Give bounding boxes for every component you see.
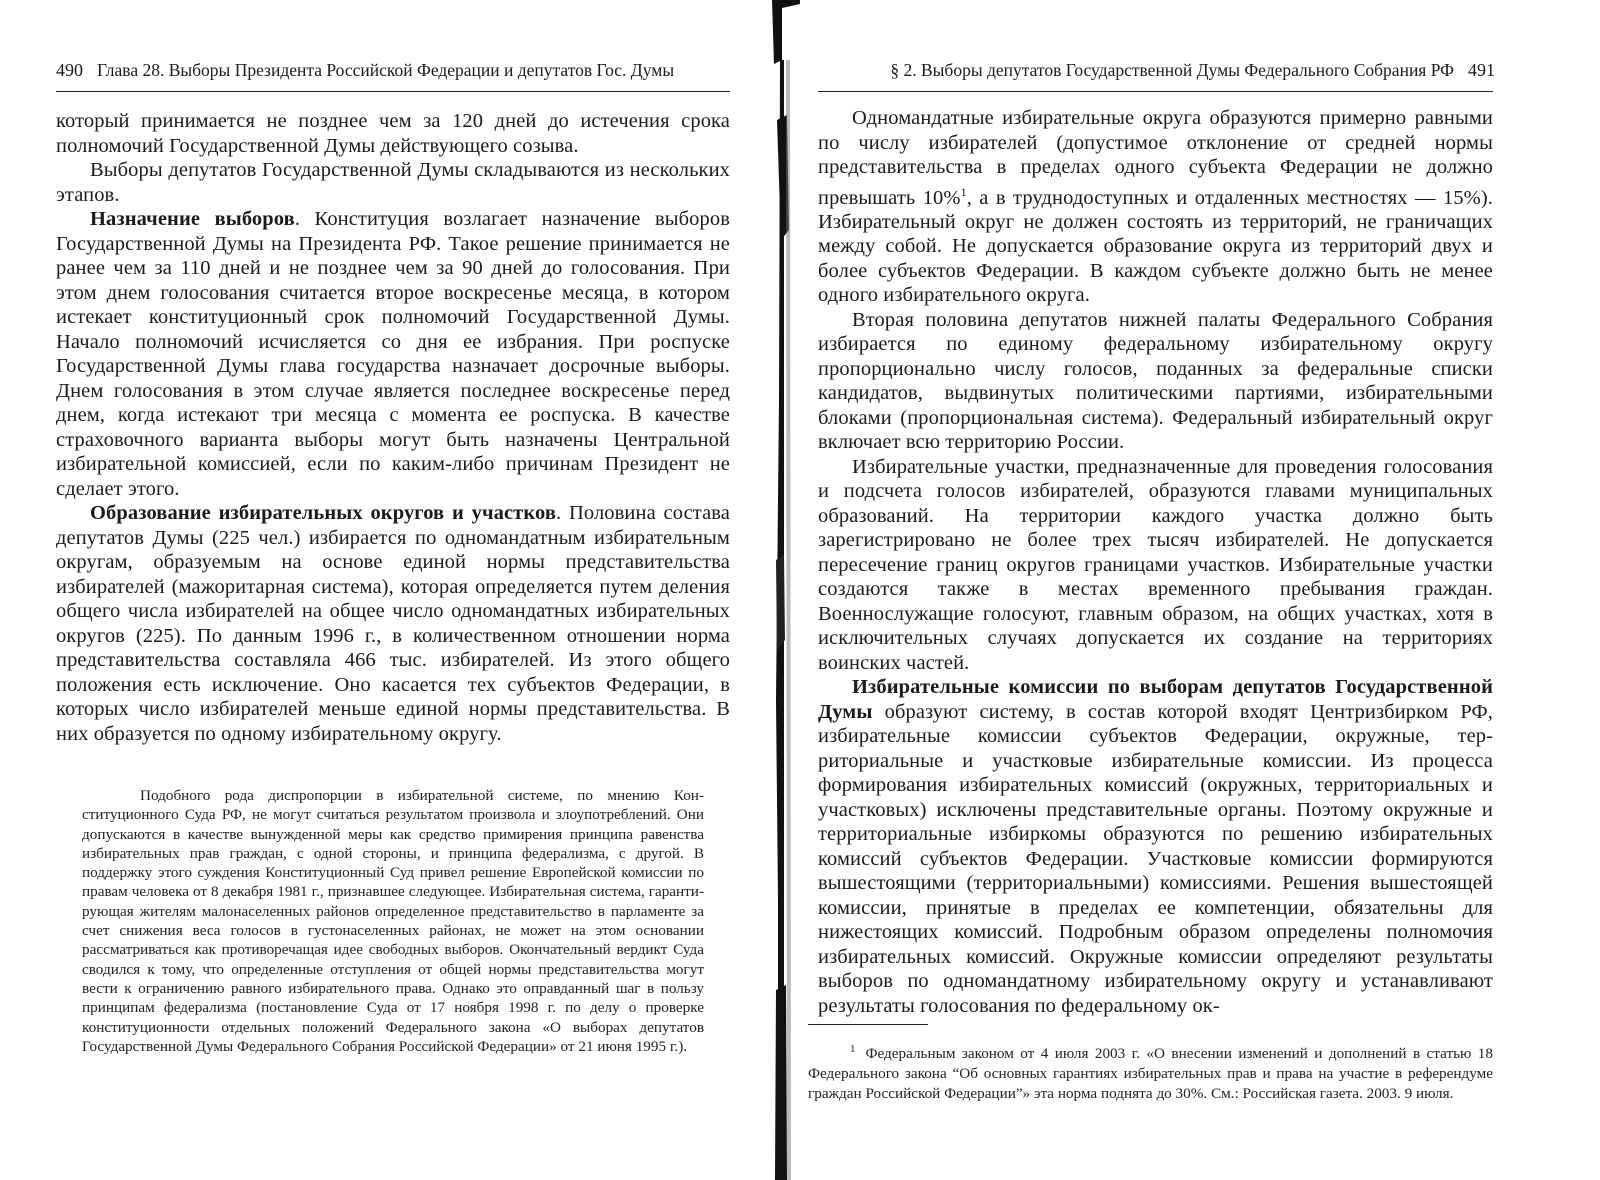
left-paragraph-2: Выборы депутатов Государственной Думы складываются из нескольких этапов. (56, 159, 730, 206)
right-paragraph-3: Избирательные участки, предназначенные для проведения голосования и подсчета голосов избирателей, образуются главами муниципальных образований. На территории каждого участка должно быть зарегистрировано не более трех тысяч избирателей. Не допускается пересечение границ округов границами участков. Избирательные участки создаются также в местах временного пребывания граждан. Военнослужащие голосуют, главным образом, на общих участках, хотя в исключительных случаях допускается их создание на территориях воинских частей. (818, 455, 1493, 674)
section-heading-districts: Образование избирательных округов и участков (90, 502, 557, 524)
footnote-separator (808, 1024, 928, 1025)
footnote-text: Федеральным законом от 4 июля 2003 г. «О внесении изменений и дополнений в статью 18 Федерального закона “Об основных гарантиях избирательных прав и права на участие в референдуме граждан Российской Федерации”» эта норма поднята до 30%. См.: Российская газета. 2003. 9 июля. (808, 1045, 1493, 1102)
left-page (0, 0, 770, 1180)
right-paragraph-2: Вторая половина депутатов нижней палаты Федерального Собрания избирается по единому федеральному избирательному округу пропорционально числу голосов, поданных за федеральные списки кандидатов, выдвинутых политическими партиями, избирательными блоками (пропорциональная система). Федеральный избирательный округ включает всю территорию России. (818, 308, 1493, 454)
right-body-text (818, 106, 1493, 1018)
right-page (790, 0, 1600, 1180)
left-paragraph-3 (56, 207, 730, 501)
left-paragraph-3-text: . Конституция возлагает назначение выборов Государственной Думы на Президента РФ. Такое решение принимается не ранее чем за 110 дней и не позднее чем за 90 дней до голосования. При этом днем голосования считается второе воскресенье месяца, в котором истекает конституционный срок полномочий Государственной Думы. Начало полномочий исчисляется со дня ее избрания. При роспуске Государственной Думы глава государства назначает досрочные выборы. Днем голосования в этом случае является последнее воскресенье перед днем, когда истекают три месяца с момента ее роспуска. В качестве страховочного варианта выборы могут быть назначены Центральной избирательной комиссией, если по каким-либо причинам Президент не сделает этого. (56, 208, 731, 500)
section-heading-commissions: Избирательные комиссии по выборам депутатов Государственной Думы (818, 676, 1493, 723)
left-page-number: 490 (56, 60, 83, 80)
section-heading-appointment: Назначение выборов (90, 208, 295, 230)
right-page-number: 491 (1468, 60, 1495, 80)
left-note (82, 786, 704, 1056)
right-paragraph-1-b: , а в труднодоступных и отдаленных местностях — 15%). Избирательный округ не должен состоять из территорий, не граничащих между собой. Не допускается образование округа из территорий двух и более субъектов Федерации. В каждом субъекте должно быть не менее одного избирательного округа. (818, 186, 1493, 307)
footnote-mark: 1 (850, 1043, 856, 1055)
left-header-rule (56, 91, 730, 92)
left-body-text (56, 109, 730, 746)
right-paragraph-4-text: образуют систему, в состав которой входят Центризбирком РФ, избирательные комиссии субъектов Федерации, окружные, территориальные и участковые избирательные комиссии. Из процесса формирования избирательных комиссий (окружных, территориальных и участковых) исключены представительные органы. Поэтому окружные и территориальные избиркомы образуются по решению избирательных комиссий субъектов Федерации. Участковые комиссии формируются вышестоящими (территориальными) комиссиями. Решения вышестоящей комиссии, принятые в пределах ее компетенции, обязательны для нижестоящих комиссий. Подробным образом определены полномочия избирательных комиссий. Окружные комиссии определяют результаты выборов по одномандатному избирательному округу и устанавливают результаты голосования по федеральному ок- (818, 700, 1493, 1017)
left-running-head (56, 60, 674, 81)
right-running-head (890, 60, 1495, 81)
left-running-title: Глава 28. Выборы Президента Российской Федерации и депутатов Гос. Думы (97, 60, 675, 80)
right-running-title: § 2. Выборы депутатов Государственной Думы Федерального Собрания РФ (890, 60, 1454, 80)
right-paragraph-4 (818, 675, 1493, 1018)
left-note-text: Подобного рода диспропорции в избирательной системе, по мнению Конституционного Суда РФ, не могут считаться результатом произвола и злоупотреблений. Они допускаются в качестве вынужденной меры как средство примирения принципа равенства избирательных прав граждан, с одной стороны, и принципа федерализма, с другой. В поддержку этого суждения Конституционный Суд привел решение Европейской комиссии по правам человека от 8 декабря 1981 г., признавшее следующее. Избирательная система, гарантирующая жителям малонаселенных районов определенное представительство в парламенте за счет снижения веса голосов в густонаселенных районах, не может на этом основании рассматриваться как противоречащая идее свободных выборов. Окончательный вердикт Суда сводился к тому, что определенные отступления от общей нормы представительства могут вести к ограничению равного избирательного права. Однако это оправданный шаг в пользу принципам федерализма (постановление Суда от 17 ноября 1998 г. по делу о проверке конституционности отдельных положений Федерального закона «О выборах депутатов Государственной Думы Федерального Собрания Российской Федерации» от 21 июня 1995 г.). (82, 787, 704, 1055)
left-paragraph-4-text: . Половина состава депутатов Думы (225 чел.) избирается по одномандатным избирательным округам, образуемым на основе единой нормы представительства избирателей (мажоритарная система), которая определяется путем деления общего числа избирателей на общее число одномандатных избирательных округов (225). По данным 1996 г., в количественном отношении норма представительства составляла 466 тыс. избирателей. Из этого общего положения есть исключение. Оно касается тех субъектов Федерации, в которых число избирателей меньше единой нормы представительства. В них образуется по одному избирательному округу. (56, 502, 731, 745)
right-paragraph-1-a: Одномандатные избирательные округа образуются примерно равными по числу избирателей (допустимое отклонение от средней нормы представительства в пределах одного субъекта Федерации не должно превышать 10% (818, 107, 1493, 209)
right-paragraph-1 (818, 106, 1493, 308)
right-header-rule (818, 91, 1493, 92)
footnote-reference: 1 (960, 184, 967, 199)
left-paragraph-4 (56, 501, 730, 746)
left-paragraph-1: который принимается не позднее чем за 120 дней до истечения срока полномочий Государственной Думы действующего созыва. (56, 110, 730, 157)
footnote-paragraph (808, 1040, 1493, 1103)
footnote (808, 1040, 1493, 1103)
